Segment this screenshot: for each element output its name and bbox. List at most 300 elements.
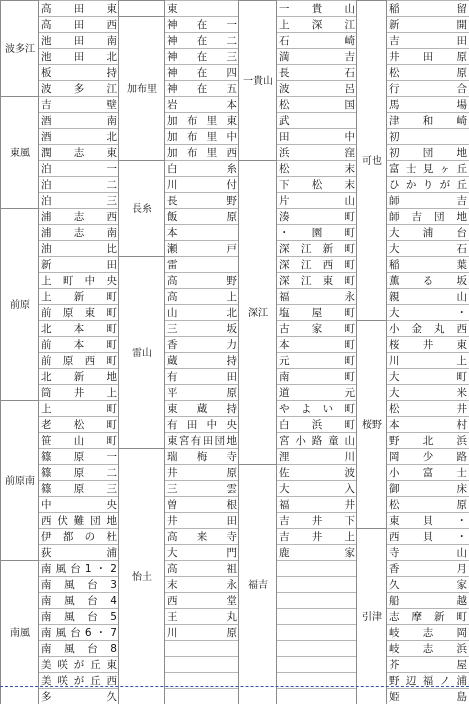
town-name: 西貝・ bbox=[389, 531, 467, 543]
town-row bbox=[165, 0, 239, 16]
town-column bbox=[276, 0, 357, 704]
district-label: 怡土 bbox=[132, 571, 152, 583]
town-row bbox=[387, 432, 469, 448]
town-row bbox=[165, 416, 239, 432]
town-name: 加布里東 bbox=[167, 115, 237, 127]
town-name: 白糸 bbox=[167, 163, 237, 175]
town-row bbox=[387, 544, 469, 560]
town-row bbox=[165, 496, 239, 512]
town-name: 香月 bbox=[389, 563, 467, 575]
town-name: 松末 bbox=[279, 163, 355, 175]
town-name: 波多江 bbox=[41, 83, 117, 95]
town-name: 高田西 bbox=[41, 19, 117, 31]
town-row bbox=[165, 432, 239, 448]
town-row bbox=[387, 256, 469, 272]
town-row bbox=[165, 480, 239, 496]
town-name: 富士見ヶ丘 bbox=[389, 163, 467, 175]
town-row bbox=[165, 608, 239, 624]
town-row bbox=[39, 640, 119, 656]
town-name: 上深江 bbox=[279, 19, 355, 31]
town-name bbox=[279, 578, 355, 592]
town-row bbox=[387, 48, 469, 64]
district-group bbox=[119, 0, 165, 17]
town-name: 稲葉 bbox=[389, 259, 467, 271]
town-name: 浦志西 bbox=[41, 211, 117, 223]
town-name: 野辺福ノ浦 bbox=[389, 675, 467, 687]
town-row bbox=[277, 608, 357, 624]
town-name: 松国 bbox=[279, 99, 355, 111]
town-row bbox=[277, 0, 357, 16]
town-row bbox=[165, 576, 239, 592]
town-name: 船越 bbox=[389, 595, 467, 607]
town-row bbox=[387, 176, 469, 192]
town-row bbox=[165, 640, 239, 656]
town-name: 深江東町 bbox=[279, 275, 355, 287]
town-name: 岐志浜 bbox=[389, 643, 467, 655]
town-name: 瑞梅寺 bbox=[167, 451, 237, 463]
town-row bbox=[387, 384, 469, 400]
town-row bbox=[39, 48, 119, 64]
town-row bbox=[387, 240, 469, 256]
town-name: 本 bbox=[167, 227, 178, 239]
town-name: 本村 bbox=[389, 419, 467, 431]
town-name: 笹山町 bbox=[41, 435, 117, 447]
town-row bbox=[165, 96, 239, 112]
town-row bbox=[387, 448, 469, 464]
town-name: 長野 bbox=[167, 195, 237, 207]
town-row bbox=[165, 64, 239, 80]
town-row bbox=[277, 368, 357, 384]
town-name: 宮小路童山 bbox=[279, 435, 355, 447]
town-row bbox=[277, 192, 357, 208]
town-name: 多久 bbox=[41, 691, 117, 703]
town-name: 神在四 bbox=[167, 67, 237, 79]
town-name: 飯原 bbox=[167, 211, 237, 223]
town-name: 有田中央 bbox=[167, 419, 237, 431]
town-row bbox=[39, 80, 119, 96]
district-label: 福吉 bbox=[248, 579, 268, 591]
town-row bbox=[39, 208, 119, 224]
town-name: 潤志東 bbox=[41, 147, 117, 159]
town-name: 前本町 bbox=[41, 339, 117, 351]
town-name: 南風台8 bbox=[41, 643, 117, 655]
district-column bbox=[356, 0, 387, 704]
town-name: 新田 bbox=[41, 259, 117, 271]
town-row bbox=[277, 448, 357, 464]
town-row bbox=[39, 336, 119, 352]
town-row bbox=[277, 272, 357, 288]
town-row bbox=[39, 320, 119, 336]
town-row bbox=[277, 576, 357, 592]
town-name: 大町 bbox=[389, 371, 467, 383]
town-name: 中央 bbox=[41, 499, 117, 511]
town-name: 王丸 bbox=[167, 611, 237, 623]
town-row bbox=[277, 640, 357, 656]
town-row bbox=[39, 544, 119, 560]
town-name: 浬川 bbox=[279, 451, 355, 463]
town-row bbox=[165, 48, 239, 64]
district-label: 加布里 bbox=[127, 83, 157, 95]
town-row bbox=[387, 0, 469, 16]
town-row bbox=[277, 112, 357, 128]
town-row bbox=[277, 48, 357, 64]
town-row bbox=[277, 352, 357, 368]
town-row bbox=[39, 416, 119, 432]
town-row bbox=[387, 320, 469, 336]
town-name: 有田 bbox=[167, 371, 237, 383]
town-name: 曽根 bbox=[167, 499, 237, 511]
town-row bbox=[387, 640, 469, 656]
town-name: 深江西町 bbox=[279, 259, 355, 271]
town-name: 山北 bbox=[167, 307, 237, 319]
town-name: 馬場 bbox=[389, 99, 467, 111]
town-row bbox=[39, 480, 119, 496]
town-row bbox=[387, 208, 469, 224]
town-row bbox=[277, 176, 357, 192]
town-name: 東貝・ bbox=[389, 515, 467, 527]
town-row bbox=[387, 560, 469, 576]
town-row bbox=[277, 416, 357, 432]
town-row bbox=[165, 544, 239, 560]
town-name: 上新町 bbox=[41, 291, 117, 303]
town-name: 上町 bbox=[41, 403, 117, 415]
town-name: 小富士 bbox=[389, 467, 467, 479]
town-name: 美咲が丘西 bbox=[41, 675, 117, 687]
town-row bbox=[165, 624, 239, 640]
town-row bbox=[39, 224, 119, 240]
town-row bbox=[39, 112, 119, 128]
town-row bbox=[39, 464, 119, 480]
town-row bbox=[165, 272, 239, 288]
town-name: 一貴山 bbox=[279, 3, 355, 15]
town-name: 南風台4 bbox=[41, 595, 117, 607]
town-row bbox=[165, 80, 239, 96]
town-row bbox=[387, 64, 469, 80]
town-name: 篠原二 bbox=[41, 467, 117, 479]
town-name: 泊一 bbox=[41, 163, 117, 175]
town-row bbox=[165, 320, 239, 336]
town-row bbox=[165, 400, 239, 416]
town-row bbox=[277, 496, 357, 512]
town-name: 桜井東 bbox=[389, 339, 467, 351]
town-name bbox=[279, 658, 355, 672]
district-group bbox=[119, 256, 165, 449]
district-label: 雷山 bbox=[132, 347, 152, 359]
town-row bbox=[39, 576, 119, 592]
town-name: 吉田 bbox=[389, 35, 467, 47]
district-label: 前原 bbox=[10, 299, 30, 311]
town-name: 篠原一 bbox=[41, 451, 117, 463]
town-row bbox=[387, 112, 469, 128]
town-row bbox=[277, 688, 357, 704]
town-row bbox=[277, 592, 357, 608]
town-row bbox=[165, 528, 239, 544]
town-row bbox=[277, 288, 357, 304]
town-row bbox=[39, 192, 119, 208]
town-row bbox=[277, 320, 357, 336]
town-name: 初 bbox=[389, 131, 400, 143]
town-name: 泊二 bbox=[41, 179, 117, 191]
district-label bbox=[119, 1, 165, 17]
town-row bbox=[387, 528, 469, 544]
town-name: 長石 bbox=[279, 67, 355, 79]
town-name: 田中 bbox=[279, 131, 355, 143]
town-row bbox=[39, 528, 119, 544]
town-row bbox=[277, 32, 357, 48]
town-row bbox=[39, 0, 119, 16]
town-row bbox=[39, 368, 119, 384]
town-column bbox=[386, 0, 469, 704]
town-name: 高祖 bbox=[167, 563, 237, 575]
town-row bbox=[277, 400, 357, 416]
town-row bbox=[165, 384, 239, 400]
town-row bbox=[39, 256, 119, 272]
town-name: 小金丸西 bbox=[389, 323, 467, 335]
town-row bbox=[165, 288, 239, 304]
town-row bbox=[277, 96, 357, 112]
district-label: 南風 bbox=[10, 627, 30, 639]
town-row bbox=[277, 656, 357, 672]
district-group bbox=[357, 528, 387, 705]
town-row bbox=[277, 560, 357, 576]
town-row bbox=[387, 608, 469, 624]
town-name: 志摩新町 bbox=[389, 611, 467, 623]
town-row bbox=[387, 288, 469, 304]
town-row bbox=[277, 528, 357, 544]
town-row bbox=[387, 80, 469, 96]
district-label: 桜野 bbox=[362, 419, 382, 431]
town-name: 深江新町 bbox=[279, 243, 355, 255]
town-name: 満吉 bbox=[279, 51, 355, 63]
town-row bbox=[165, 336, 239, 352]
district-label: 可也 bbox=[362, 155, 382, 167]
town-name bbox=[279, 690, 355, 704]
town-name: 川上 bbox=[389, 355, 467, 367]
town-name: 井原 bbox=[167, 467, 237, 479]
town-name: 神在三 bbox=[167, 51, 237, 63]
town-name: 稲留 bbox=[389, 3, 467, 15]
town-row bbox=[277, 512, 357, 528]
town-row bbox=[165, 160, 239, 176]
town-name: 篠原三 bbox=[41, 483, 117, 495]
town-name: 神在五 bbox=[167, 83, 237, 95]
district-group bbox=[1, 400, 39, 561]
town-name: 東宮有田団地 bbox=[167, 435, 237, 447]
town-row bbox=[387, 336, 469, 352]
town-row bbox=[165, 656, 239, 672]
town-row bbox=[165, 560, 239, 576]
district-group bbox=[119, 160, 165, 257]
town-name: 武 bbox=[279, 115, 290, 127]
town-name: 久家 bbox=[389, 579, 467, 591]
town-name: 白浜町 bbox=[279, 419, 355, 431]
town-name: 石崎 bbox=[279, 35, 355, 47]
town-row bbox=[39, 400, 119, 416]
town-name: 古家町 bbox=[279, 323, 355, 335]
district-label: 深江 bbox=[248, 307, 268, 319]
town-row bbox=[39, 512, 119, 528]
district-group bbox=[357, 0, 387, 321]
town-row bbox=[39, 16, 119, 32]
town-name: 御床 bbox=[389, 483, 467, 495]
town-name: 薫る坂 bbox=[389, 275, 467, 287]
town-column bbox=[38, 0, 119, 704]
town-name: 元町 bbox=[279, 355, 355, 367]
town-name: 初団地 bbox=[389, 147, 467, 159]
town-name bbox=[279, 626, 355, 640]
town-row bbox=[39, 608, 119, 624]
town-name: 佐波 bbox=[279, 467, 355, 479]
town-row bbox=[387, 400, 469, 416]
town-name: 酒北 bbox=[41, 131, 117, 143]
district-group bbox=[239, 0, 277, 161]
town-name: 三坂 bbox=[167, 323, 237, 335]
district-column bbox=[118, 0, 165, 704]
town-name: 吉壁 bbox=[41, 99, 117, 111]
town-name: 井田原 bbox=[389, 51, 467, 63]
town-name: 鹿家 bbox=[279, 547, 355, 559]
district-group bbox=[119, 448, 165, 705]
town-row bbox=[387, 128, 469, 144]
town-row bbox=[387, 32, 469, 48]
town-name: 北本町 bbox=[41, 323, 117, 335]
district-group bbox=[239, 464, 277, 705]
town-name: 湊町 bbox=[279, 211, 355, 223]
town-row bbox=[39, 352, 119, 368]
town-name: 高上 bbox=[167, 291, 237, 303]
town-name: 加布里中 bbox=[167, 131, 237, 143]
town-row bbox=[277, 240, 357, 256]
town-row bbox=[165, 448, 239, 464]
town-name: 親山 bbox=[389, 291, 467, 303]
town-row bbox=[39, 96, 119, 112]
town-row bbox=[165, 208, 239, 224]
town-row bbox=[277, 432, 357, 448]
town-name: 美咲が丘東 bbox=[41, 659, 117, 671]
town-name: 師吉 bbox=[389, 195, 467, 207]
district-group bbox=[119, 16, 165, 161]
town-name: 波呂 bbox=[279, 83, 355, 95]
town-row bbox=[387, 592, 469, 608]
town-name bbox=[167, 690, 237, 704]
town-row bbox=[387, 192, 469, 208]
town-name: 浦志南 bbox=[41, 227, 117, 239]
town-name bbox=[279, 642, 355, 656]
town-row bbox=[387, 160, 469, 176]
town-name: 池田北 bbox=[41, 51, 117, 63]
town-name: 老松町 bbox=[41, 419, 117, 431]
town-name: 片山 bbox=[279, 195, 355, 207]
town-name: 岡少路 bbox=[389, 451, 467, 463]
town-name: 高来寺 bbox=[167, 531, 237, 543]
town-row bbox=[39, 32, 119, 48]
town-name: 川原 bbox=[167, 627, 237, 639]
town-row bbox=[39, 176, 119, 192]
town-row bbox=[165, 368, 239, 384]
town-name: 平原 bbox=[167, 387, 237, 399]
town-name: 松原 bbox=[389, 67, 467, 79]
town-row bbox=[39, 656, 119, 672]
town-name: 三雲 bbox=[167, 483, 237, 495]
district-group bbox=[1, 96, 39, 209]
town-name: 塩屋町 bbox=[279, 307, 355, 319]
town-name: ひかりが丘 bbox=[389, 179, 467, 191]
town-name: 浜窪 bbox=[279, 147, 355, 159]
town-row bbox=[277, 80, 357, 96]
town-name: 油比 bbox=[41, 243, 117, 255]
town-name: 池田南 bbox=[41, 35, 117, 47]
town-row bbox=[39, 288, 119, 304]
district-group bbox=[239, 160, 277, 465]
town-name: 高野 bbox=[167, 275, 237, 287]
town-name: 寺山 bbox=[389, 547, 467, 559]
town-row bbox=[387, 96, 469, 112]
town-name bbox=[279, 562, 355, 576]
town-name: 上町中央 bbox=[41, 275, 117, 287]
town-name: 大石 bbox=[389, 243, 467, 255]
town-row bbox=[39, 432, 119, 448]
town-name: 行合 bbox=[389, 83, 467, 95]
town-row bbox=[39, 624, 119, 640]
town-column bbox=[164, 0, 239, 704]
town-row bbox=[39, 272, 119, 288]
town-name: 南風台1・2 bbox=[41, 563, 117, 575]
town-name: 大浦台 bbox=[389, 227, 467, 239]
town-name: 香力 bbox=[167, 339, 237, 351]
town-name: 大米 bbox=[389, 387, 467, 399]
town-row bbox=[165, 352, 239, 368]
town-row bbox=[387, 368, 469, 384]
town-name: 荻浦 bbox=[41, 547, 117, 559]
town-row bbox=[277, 144, 357, 160]
town-name: 井田 bbox=[167, 515, 237, 527]
district-label: 東風 bbox=[10, 147, 30, 159]
district-label: 前原南 bbox=[5, 475, 35, 487]
town-row bbox=[165, 176, 239, 192]
town-name: 酒南 bbox=[41, 115, 117, 127]
town-row bbox=[165, 592, 239, 608]
town-row bbox=[165, 512, 239, 528]
town-row bbox=[277, 544, 357, 560]
town-name: 神在一 bbox=[167, 19, 237, 31]
town-name: 泊三 bbox=[41, 195, 117, 207]
town-name: 吉井上 bbox=[279, 531, 355, 543]
town-name: 伊都の杜 bbox=[41, 531, 117, 543]
town-row bbox=[387, 464, 469, 480]
town-row bbox=[39, 448, 119, 464]
town-row bbox=[165, 16, 239, 32]
town-row bbox=[165, 224, 239, 240]
town-name: 加布里西 bbox=[167, 147, 237, 159]
town-row bbox=[277, 464, 357, 480]
town-row bbox=[387, 480, 469, 496]
town-name: 道元 bbox=[279, 387, 355, 399]
town-row bbox=[277, 160, 357, 176]
town-row bbox=[39, 64, 119, 80]
town-name: 南町 bbox=[279, 371, 355, 383]
town-name: 南風台3 bbox=[41, 579, 117, 591]
town-name: 姫島 bbox=[389, 691, 467, 703]
town-name: 大・ bbox=[389, 307, 467, 319]
district-label: 引津 bbox=[362, 611, 382, 623]
town-name bbox=[167, 642, 237, 656]
town-row bbox=[165, 688, 239, 704]
town-name: 末永 bbox=[167, 579, 237, 591]
town-row bbox=[39, 128, 119, 144]
town-row bbox=[277, 336, 357, 352]
town-row bbox=[387, 576, 469, 592]
town-row bbox=[277, 128, 357, 144]
